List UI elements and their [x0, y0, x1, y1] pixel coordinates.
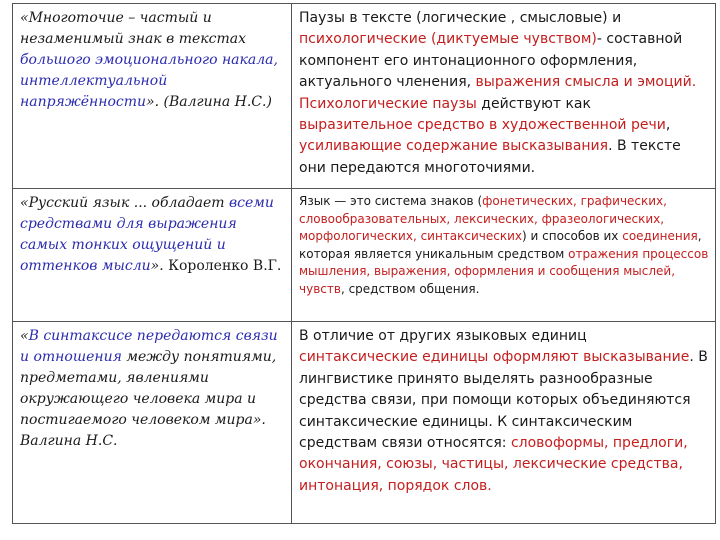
text-segment: между понятиями, предметами, явлениями окружающего человека мира и постигаемого человеком мира». Валгина Н.С. — [20, 349, 277, 449]
text-segment: Паузы в тексте (логические , смысловые) и — [299, 10, 622, 26]
text-segment: ) и способов их — [522, 229, 623, 244]
text-segment: всеми средствами для выражения самых тонких ощущений и оттенков мысли — [20, 195, 274, 274]
text-segment: «Многоточие – частый и незаменимый знак в текстах — [20, 10, 246, 47]
text-segment: выражения смысла и эмоций. Психологические паузы — [299, 74, 697, 112]
text-segment: В отличие от других языковых единиц — [299, 328, 587, 344]
quote-cell — [13, 189, 292, 322]
text-segment: Язык — это система знаков ( — [299, 194, 483, 208]
text-segment: усиливающие содержание высказывания — [299, 138, 609, 155]
explanation-cell — [292, 322, 716, 524]
table-row — [13, 4, 716, 189]
text-segment: , — [665, 117, 671, 134]
text-segment: В синтаксисе передаются связи и отношения — [20, 328, 278, 365]
explanation-cell — [292, 189, 716, 322]
text-segment: «Русский язык ... обладает — [20, 195, 230, 211]
text-segment: ». (Валгина Н.С.) — [146, 94, 272, 110]
text-segment: действуют как — [476, 95, 591, 112]
text-segment: отражения процессов мышления, выражения, оформления и сообщения мыслей, чувств — [299, 246, 709, 296]
text-segment: синтаксические единицы оформляют высказывание — [299, 349, 690, 366]
text-segment: соединения — [622, 229, 698, 244]
text-segment: - составной компонент его интонационного оформления, актуального членения, — [299, 31, 683, 91]
table-row — [13, 189, 716, 322]
quote-cell — [13, 4, 292, 189]
text-segment: психологические (диктуемые чувством) — [299, 31, 597, 48]
quote-cell — [13, 322, 292, 524]
table-row — [13, 322, 716, 524]
text-segment: выразительное средство в художественной речи — [299, 117, 666, 134]
text-segment: . В тексте они передаются многоточиями. — [299, 138, 681, 176]
comparison-table — [12, 3, 716, 524]
text-segment: , которая является уникальным средством — [299, 229, 702, 261]
text-segment: словоформы, предлоги, окончания, союзы, частицы, лексические средства, интонация, порядок слов. — [299, 435, 688, 494]
text-segment: « — [20, 328, 29, 344]
explanation-cell — [292, 4, 716, 189]
text-segment: , средством общения. — [340, 281, 480, 296]
text-segment: большого эмоционального накала, интеллектуальной напряжённости — [20, 52, 278, 110]
text-segment: фонетических, графических, словообразовательных, лексических, фразеологических, морфологических, синтаксических — [299, 194, 667, 244]
text-segment: Короленко В.Г. — [168, 258, 282, 274]
text-segment: . В лингвистике принято выделять разнообразные средства связи, при помощи которых объединяются синтаксические единицы. К синтаксическим средствам связи относятся: — [299, 349, 708, 452]
text-segment: ». — [150, 258, 169, 274]
